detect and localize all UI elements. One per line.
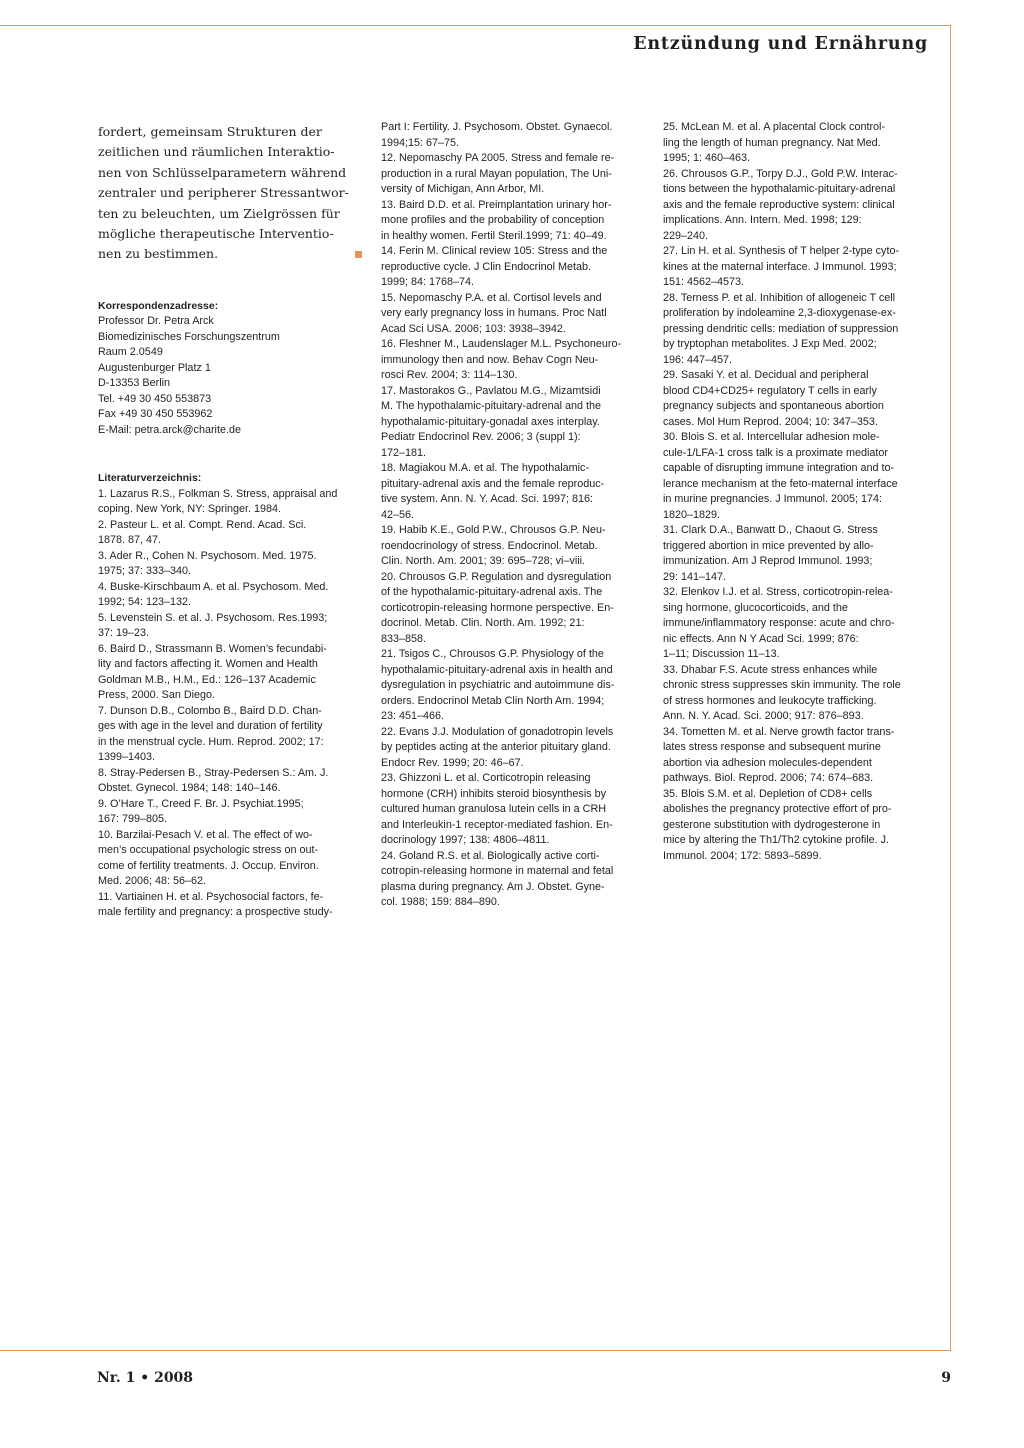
reference-line: pituitary-adrenal axis and the female reproduc- [381, 477, 605, 490]
reference-line: plasma during pregnancy. Am J. Obstet. Gyne- [381, 880, 605, 893]
issue-label: Nr. 1 • 2008 [97, 1370, 194, 1386]
reference-line: 23: 451–466. [381, 710, 445, 722]
reference-entry [381, 570, 643, 648]
intro-line: zeitlichen und räumlichen Interaktio- [98, 144, 335, 160]
reference-line: lity and factors affecting it. Women and Health [98, 658, 318, 671]
reference-line: 31. Clark D.A., Banwatt D., Chaout G. Stress [663, 524, 878, 536]
reference-line: 1975; 37: 333–340. [98, 565, 192, 578]
reference-line: 167: 799–805. [98, 813, 168, 826]
reference-line: 19. Habib K.E., Gold P.W., Chrousos G.P. Neu- [381, 524, 606, 536]
reference-entry [98, 518, 362, 549]
reference-line: proliferation by indoleamine 2,3-dioxygenase-ex- [663, 307, 896, 319]
reference-entry [381, 337, 643, 384]
reference-line: Acad Sci USA. 2006; 103: 3938–3942. [381, 322, 566, 335]
page-number: 9 [941, 1370, 951, 1386]
reference-entry [98, 549, 362, 580]
correspondence-block [98, 299, 362, 439]
correspondence-line: Tel. +49 30 450 553873 [98, 392, 212, 405]
reference-entry [381, 244, 643, 291]
reference-line: 42–56. [381, 508, 415, 521]
intro-line: nen von Schlüsselparametern während [98, 164, 347, 180]
reference-line: 37: 19–23. [98, 627, 150, 640]
reference-line: lerance mechanism at the feto-maternal interface [663, 477, 898, 490]
reference-line: cule-1/LFA-1 cross talk is a proximate mediator [663, 446, 889, 459]
reference-line: 9. O’Hare T., Creed F. Br. J. Psychiat.1995; [98, 797, 304, 810]
reference-list-column-2 [381, 120, 643, 911]
reference-line: 1999; 84: 1768–74. [381, 276, 475, 288]
column-3 [663, 120, 929, 864]
reference-entry [663, 368, 929, 430]
reference-entry [663, 244, 929, 291]
reference-line: 1399–1403. [98, 751, 156, 764]
reference-line: 1995; 1: 460–463. [663, 152, 751, 164]
correspondence-line: Professor Dr. Petra Arck [98, 315, 214, 328]
intro-line: zentraler und peripherer Stressantwor- [98, 185, 349, 201]
reference-line: immune/inflammatory response: acute and chro- [663, 617, 895, 629]
reference-entry [663, 787, 929, 865]
reference-line: 196: 447–457. [663, 353, 733, 366]
reference-line: 1992; 54: 123–132. [98, 596, 192, 609]
reference-list-column-3 [663, 120, 929, 864]
reference-line: abolishes the pregnancy protective effort of pro- [663, 803, 892, 815]
reference-entry [663, 167, 929, 245]
reference-line: come of fertility treatments. J. Occup. Environ. [98, 859, 319, 872]
column-1 [98, 120, 362, 921]
reference-line: production in a rural Mayan population, The Uni- [381, 167, 612, 180]
intro-line: fordert, gemeinsam Strukturen der [98, 124, 322, 139]
reference-line: 29. Sasaki Y. et al. Decidual and peripheral [663, 369, 869, 381]
reference-line: kines at the maternal interface. J Immunol. 1993; [663, 260, 897, 273]
reference-line: axis and the female reproductive system: clinical [663, 198, 895, 211]
correspondence-line: D-13353 Berlin [98, 377, 171, 390]
reference-line: cultured human granulosa lutein cells in a CRH [381, 803, 607, 815]
intro-paragraph [98, 122, 362, 265]
reference-entry [381, 523, 643, 570]
page-frame-bottom-rule [0, 1350, 951, 1351]
reference-entry [381, 771, 643, 849]
reference-line: blood CD4+CD25+ regulatory T cells in early [663, 384, 877, 397]
reference-line: cases. Mol Hum Reprod. 2004; 10: 347–353. [663, 415, 878, 428]
reference-entry [663, 523, 929, 585]
reference-line: col. 1988; 159: 884–890. [381, 896, 500, 908]
reference-line: 26. Chrousos G.P., Torpy D.J., Gold P.W. Interac- [663, 167, 898, 180]
reference-entry [381, 725, 643, 772]
correspondence-line: Fax +49 30 450 553962 [98, 408, 213, 421]
reference-line: immunization. Am J Reprod Immunol. 1993; [663, 555, 873, 567]
correspondence-address [98, 314, 362, 438]
reference-line: 10. Barzilai-Pesach V. et al. The effect of wo- [98, 828, 313, 841]
column-2 [381, 120, 643, 911]
reference-line: Med. 2006; 48: 56–62. [98, 875, 207, 888]
reference-line: Part I: Fertility. J. Psychosom. Obstet. Gynaecol. [381, 121, 613, 133]
page-frame-top-rule [0, 25, 951, 26]
reference-line: 29: 141–147. [663, 570, 727, 583]
reference-line: in healthy women. Fertil Steril.1999; 71: 40–49. [381, 229, 607, 242]
correspondence-line: Raum 2.0549 [98, 346, 163, 359]
reference-entry [381, 291, 643, 338]
reference-line: abortion via adhesion molecules-dependent [663, 756, 872, 769]
literature-block [98, 471, 362, 921]
reference-line: immunology then and now. Behav Cogn Neu- [381, 353, 599, 366]
reference-entry [381, 120, 643, 151]
correspondence-line: E-Mail: petra.arck@charite.de [98, 423, 241, 436]
reference-line: 1994;15: 67–75. [381, 136, 460, 149]
reference-line: reproductive cycle. J Clin Endocrinol Metab. [381, 260, 592, 273]
reference-entry [381, 151, 643, 198]
intro-line: mögliche therapeutische Interventio- [98, 226, 334, 242]
reference-line: 23. Ghizzoni L. et al. Corticotropin releasing [381, 772, 591, 784]
reference-line: 16. Fleshner M., Laudenslager M.L. Psychoneuro- [381, 338, 622, 350]
reference-line: 1820–1829. [663, 508, 721, 521]
reference-line: implications. Ann. Intern. Med. 1998; 129: [663, 214, 862, 226]
reference-entry [98, 580, 362, 611]
reference-line: docrinol. Metab. Clin. North. Am. 1992; 21: [381, 617, 585, 629]
reference-line: rosci Rev. 2004; 3: 114–130. [381, 369, 518, 381]
reference-line: 229–240. [663, 229, 709, 242]
reference-line: 1. Lazarus R.S., Folkman S. Stress, appraisal and [98, 487, 338, 500]
reference-line: pressing dendritic cells: mediation of suppression [663, 322, 899, 335]
reference-line: 13. Baird D.D. et al. Preimplantation urinary hor- [381, 198, 612, 211]
correspondence-line: Biomedizinisches Forschungszentrum [98, 330, 280, 343]
reference-line: sing hormone, glucocorticoids, and the [663, 601, 848, 614]
reference-entry [663, 120, 929, 167]
reference-line: of stress hormones and leukocyte trafficking. [663, 694, 877, 707]
reference-line: cotropin-releasing hormone in maternal and fetal [381, 865, 614, 877]
reference-entry [663, 663, 929, 725]
reference-line: 22. Evans J.J. Modulation of gonadotropin levels [381, 725, 614, 738]
reference-line: 21. Tsigos C., Chrousos G.P. Physiology of the [381, 648, 604, 660]
reference-line: coping. New York, NY: Springer. 1984. [98, 503, 282, 516]
reference-line: 5. Levenstein S. et al. J. Psychosom. Res.1993; [98, 611, 328, 624]
intro-line [98, 244, 362, 264]
reference-line: Ann. N. Y. Acad. Sci. 2000; 917: 876–893. [663, 710, 864, 722]
reference-entry [381, 849, 643, 911]
reference-entry [663, 585, 929, 663]
correspondence-line: Augustenburger Platz 1 [98, 361, 211, 374]
reference-line: 2. Pasteur L. et al. Compt. Rend. Acad. Sci. [98, 518, 307, 531]
reference-line: docrinology 1997; 138: 4806–4811. [381, 834, 550, 846]
reference-line: hypothalamic-pituitary-adrenal axis in health and [381, 663, 613, 676]
reference-line: dysregulation in psychiatric and autoimmune dis- [381, 679, 615, 691]
reference-line: mone profiles and the probability of conception [381, 214, 605, 226]
reference-line: Immunol. 2004; 172: 5893–5899. [663, 849, 822, 862]
reference-entry [381, 461, 643, 523]
reference-line: 14. Ferin M. Clinical review 105: Stress and the [381, 245, 608, 257]
correspondence-heading: Korrespondenzadresse: [98, 299, 219, 312]
reference-entry [98, 487, 362, 518]
reference-entry [98, 704, 362, 766]
reference-line: 35. Blois S.M. et al. Depletion of CD8+ cells [663, 787, 873, 800]
reference-line: gesterone substitution with dydrogesterone in [663, 818, 881, 831]
reference-line: by peptides acting at the anterior pituitary gland. [381, 741, 611, 753]
reference-line: 15. Nepomaschy P.A. et al. Cortisol levels and [381, 291, 602, 304]
reference-line: 18. Magiakou M.A. et al. The hypothalamic- [381, 462, 590, 474]
intro-line: ten zu beleuchten, um Zielgrössen für [98, 205, 340, 221]
reference-line: Press, 2000. San Diego. [98, 689, 216, 702]
article-end-square-icon [355, 251, 362, 258]
reference-entry [98, 766, 362, 797]
literature-heading: Literaturverzeichnis: [98, 472, 202, 485]
reference-line: hormone (CRH) inhibits steroid biosynthesis by [381, 787, 607, 800]
reference-line: 12. Nepomaschy PA 2005. Stress and female re- [381, 152, 615, 164]
reference-line: 27. Lin H. et al. Synthesis of T helper 2-type cyto- [663, 245, 900, 257]
reference-line: orders. Endocrinol Metab Clin North Am. 1994; [381, 694, 605, 707]
reference-line: 6. Baird D., Strassmann B. Women’s fecundabi- [98, 642, 327, 655]
running-title: Entzündung und Ernährung [633, 34, 928, 54]
reference-line: 4. Buske-Kirschbaum A. et al. Psychosom. Med. [98, 580, 329, 593]
reference-entry [663, 291, 929, 369]
reference-line: in the menstrual cycle. Hum. Reprod. 2002; 17: [98, 735, 324, 748]
reference-line: roendocrinology of stress. Endocrinol. Metab. [381, 539, 598, 552]
reference-line: capable of disrupting immune integration and to- [663, 462, 895, 474]
reference-list-column-1 [98, 487, 362, 921]
reference-entry [663, 430, 929, 523]
reference-line: ling the length of human pregnancy. Nat Med. [663, 136, 881, 149]
reference-line: nic effects. Ann N Y Acad Sci. 1999; 876: [663, 632, 859, 645]
reference-line: 3. Ader R., Cohen N. Psychosom. Med. 1975. [98, 549, 317, 562]
reference-line: Pediatr Endocrinol Rev. 2006; 3 (suppl 1): [381, 431, 581, 443]
reference-line: chronic stress suppresses skin immunity. The role [663, 679, 901, 691]
reference-line: 8. Stray-Pedersen B., Stray-Pedersen S.: Am. J. [98, 766, 329, 779]
reference-line: lates stress response and subsequent murine [663, 741, 881, 753]
reference-entry [381, 647, 643, 725]
reference-line: pregnancy subjects and spontaneous abortion [663, 400, 884, 412]
reference-line: tions between the hypothalamic-pituitary-adrenal [663, 183, 896, 195]
reference-line: Goldman M.B., H.M., Ed.: 126–137 Academic [98, 673, 316, 686]
reference-line: triggered abortion in mice prevented by allo- [663, 539, 874, 552]
reference-line: 32. Elenkov I.J. et al. Stress, corticotropin-relea- [663, 586, 893, 598]
reference-line: 20. Chrousos G.P. Regulation and dysregulation [381, 570, 612, 583]
reference-line: Obstet. Gynecol. 1984; 148: 140–146. [98, 782, 281, 795]
reference-line: 28. Terness P. et al. Inhibition of allogeneic T cell [663, 291, 896, 304]
reference-entry [98, 890, 362, 921]
page-frame-right-rule [950, 25, 951, 1351]
reference-line: 25. McLean M. et al. A placental Clock control- [663, 121, 886, 133]
reference-line: 7. Dunson D.B., Colombo B., Baird D.D. Chan- [98, 704, 322, 717]
reference-line: 34. Tometten M. et al. Nerve growth factor trans- [663, 725, 895, 738]
reference-line: 1–11; Discussion 11–13. [663, 648, 780, 660]
reference-line: 1878. 87, 47. [98, 534, 162, 547]
reference-line: 11. Vartiainen H. et al. Psychosocial factors, fe- [98, 890, 324, 903]
reference-line: hypothalamic-pituitary-gonadal axes interplay. [381, 415, 600, 428]
reference-line: 33. Dhabar F.S. Acute stress enhances while [663, 663, 878, 676]
reference-line: 833–858. [381, 632, 427, 645]
reference-line: pathways. Biol. Reprod. 2006; 74: 674–683. [663, 772, 874, 784]
reference-entry [98, 828, 362, 890]
reference-line: Clin. North. Am. 2001; 39: 695–728; vi–viii. [381, 555, 586, 567]
reference-entry [98, 611, 362, 642]
reference-line: 24. Goland R.S. et al. Biologically active corti- [381, 849, 600, 862]
reference-entry [381, 384, 643, 462]
reference-line: 151: 4562–4573. [663, 276, 745, 288]
reference-line: and Interleukin-1 receptor-mediated fashion. En- [381, 818, 613, 831]
reference-line: of the hypothalamic-pituitary-adrenal axis. The [381, 586, 603, 598]
reference-line: in murine pregnancies. J Immunol. 2005; 174: [663, 493, 883, 505]
reference-entry [663, 725, 929, 787]
reference-line: versity of Michigan, Ann Arbor, MI. [381, 183, 545, 195]
intro-line-text: nen zu bestimmen. [98, 246, 219, 262]
reference-line: by tryptophan metabolites. J Exp Med. 2002; [663, 338, 877, 350]
reference-line: men’s occupational psychologic stress on out- [98, 844, 319, 857]
reference-line: 30. Blois S. et al. Intercellular adhesion mole- [663, 431, 880, 443]
reference-line: very early pregnancy loss in humans. Proc Natl [381, 307, 607, 319]
reference-line: ges with age in the level and duration of fertility [98, 720, 323, 733]
reference-line: corticotropin-releasing hormone perspective. En- [381, 601, 614, 614]
reference-entry [98, 642, 362, 704]
reference-line: 172–181. [381, 446, 427, 459]
reference-line: mice by altering the Th1/Th2 cytokine profile. J. [663, 834, 890, 846]
reference-line: male fertility and pregnancy: a prospective study- [98, 906, 333, 919]
reference-entry [98, 797, 362, 828]
reference-line: 17. Mastorakos G., Pavlatou M.G., Mizamtsidi [381, 384, 601, 397]
reference-line: tive system. Ann. N. Y. Acad. Sci. 1997; 816: [381, 493, 594, 505]
reference-line: M. The hypothalamic-pituitary-adrenal and the [381, 400, 602, 412]
reference-entry [381, 198, 643, 245]
reference-line: Endocr Rev. 1999; 20: 46–67. [381, 756, 524, 769]
